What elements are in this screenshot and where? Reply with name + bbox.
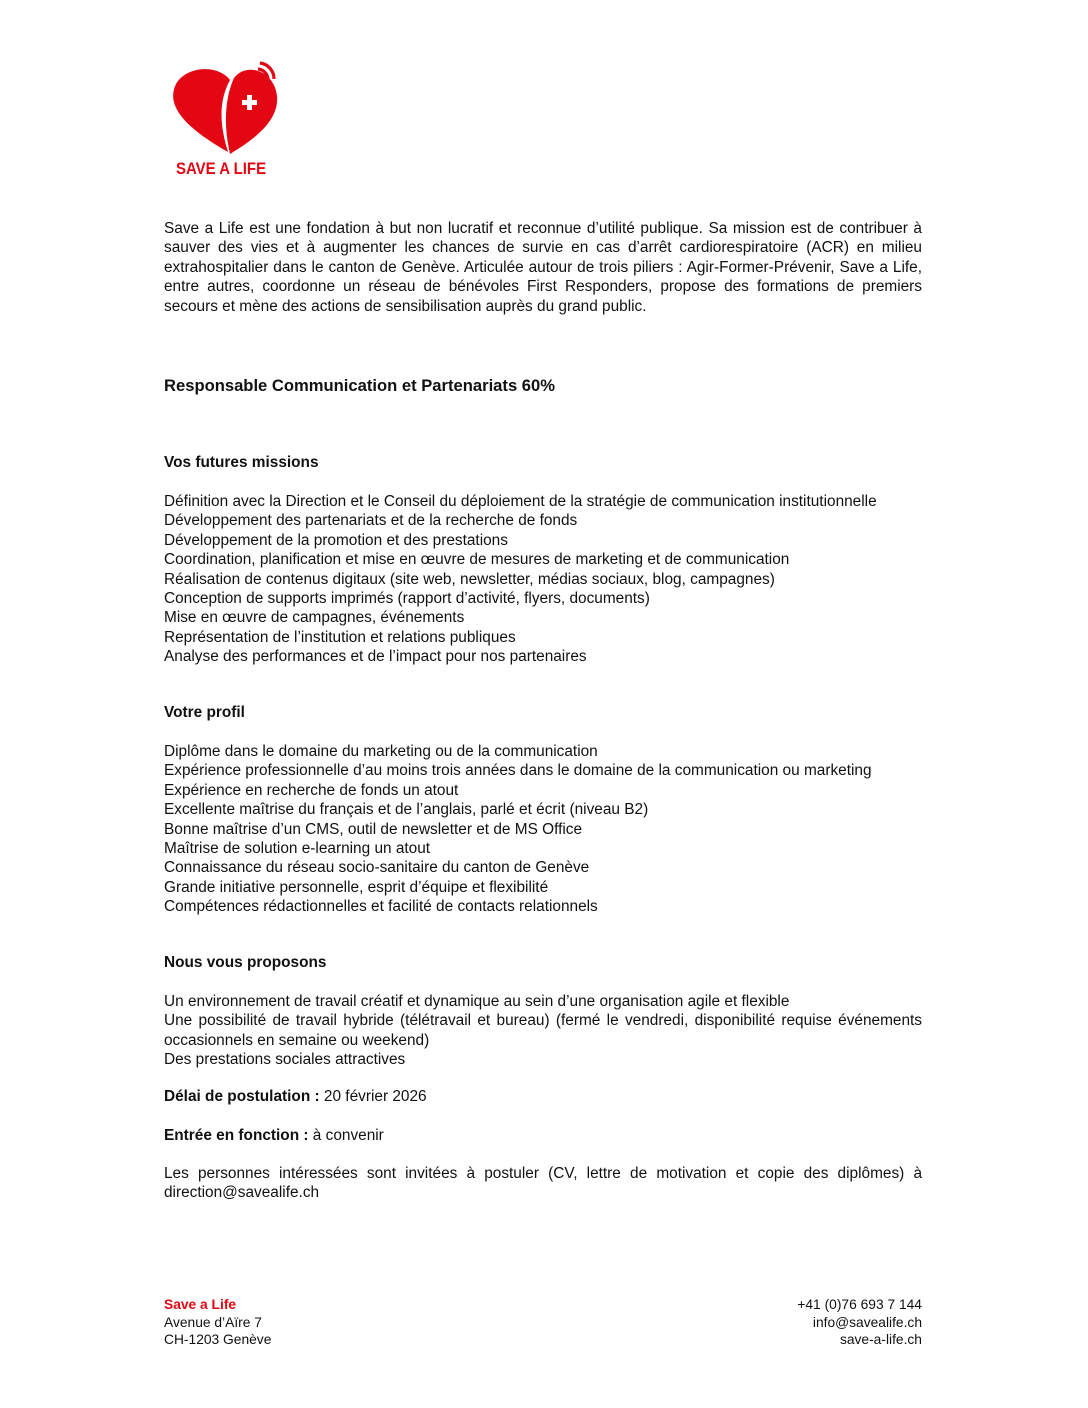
- list-item: Des prestations sociales attractives: [164, 1051, 406, 1069]
- footer-website[interactable]: save-a-life.ch: [839, 1332, 922, 1348]
- list-item: Définition avec la Direction et le Conseil du déploiement de la stratégie de communication institutionnelle: [164, 493, 877, 510]
- offer-title: Nous vous proposons: [164, 954, 327, 971]
- list-item: Représentation de l’institution et relations publiques: [164, 628, 516, 646]
- save-a-life-logo: [168, 56, 286, 186]
- footer-phone: +41 (0)76 693 7 144: [797, 1297, 922, 1312]
- list-item: Compétences rédactionnelles et facilité de contacts relationnels: [164, 898, 598, 916]
- start-value: à convenir: [308, 1127, 384, 1144]
- missions-title: Vos futures missions: [164, 454, 319, 471]
- start-label: Entrée en fonction :: [164, 1127, 309, 1144]
- start-date: [164, 1127, 384, 1145]
- footer-address-line1: Avenue d’Aïre 7: [164, 1314, 262, 1330]
- list-item: Développement des partenariats et de la recherche de fonds: [164, 512, 578, 530]
- footer-contact: [797, 1296, 922, 1349]
- list-item: Conception de supports imprimés (rapport d’activité, flyers, documents): [164, 590, 650, 608]
- job-title: Responsable Communication et Partenariats 60%: [164, 376, 555, 395]
- list-item: Diplôme dans le domaine du marketing ou de la communication: [164, 743, 598, 760]
- logo-text: SAVE A LIFE: [176, 159, 267, 178]
- list-item: Développement de la promotion et des prestations: [164, 531, 508, 549]
- missions-list: [164, 492, 934, 667]
- deadline-value: 20 février 2026: [319, 1088, 427, 1105]
- list-item: Analyse des performances et de l’impact pour nos partenaires: [164, 648, 587, 666]
- offer-list: [164, 992, 934, 1070]
- list-item: Mise en œuvre de campagnes, événements: [164, 609, 465, 627]
- list-item: Expérience en recherche de fonds un atout: [164, 781, 459, 799]
- heart-cross-signal-icon: [168, 56, 286, 156]
- apply-paragraph: Les personnes intéressées sont invitées à postuler (CV, lettre de motivation et copie des diplômes) à direction@savealife.ch: [164, 1165, 922, 1202]
- profile-title: Votre profil: [164, 704, 245, 721]
- list-item: Bonne maîtrise d’un CMS, outil de newsletter et de MS Office: [164, 820, 583, 838]
- footer-address: [164, 1296, 271, 1349]
- list-item: Expérience professionnelle d’au moins trois années dans le domaine de la communication ou marketing: [164, 762, 872, 780]
- list-item: Excellente maîtrise du français et de l’anglais, parlé et écrit (niveau B2): [164, 801, 649, 819]
- footer-address-line2: CH-1203 Genève: [164, 1332, 272, 1348]
- application-deadline: [164, 1088, 427, 1106]
- list-item: Connaissance du réseau socio-sanitaire du canton de Genève: [164, 859, 590, 877]
- list-item: Un environnement de travail créatif et dynamique au sein d’une organisation agile et flexible: [164, 993, 790, 1010]
- list-item: Maîtrise de solution e-learning un atout: [164, 840, 431, 858]
- list-item: Coordination, planification et mise en œuvre de mesures de marketing et de communication: [164, 551, 790, 569]
- footer-org-name: Save a Life: [164, 1297, 237, 1312]
- intro-paragraph: Save a Life est une fondation à but non lucratif et reconnue d’utilité publique. Sa mission est de contribuer à sauver des vies et à augmenter les chances de survie en cas d’arrêt cardiorespiratoire (ACR) en milieu extrahospitalier dans le canton de Genève. Articulée autour de trois piliers : Agir-Former-Prévenir, Save a Life, entre autres, coordonne un réseau de bénévoles First Responders, propose des formations de premiers secours et mène des actions de sensibilisation auprès du grand public.: [164, 220, 922, 315]
- list-item: Une possibilité de travail hybride (télétravail et bureau) (fermé le vendredi, disponibilité requise événements occasionnels en semaine ou weekend): [164, 1012, 922, 1049]
- deadline-label: Délai de postulation :: [164, 1088, 320, 1105]
- list-item: Grande initiative personnelle, esprit d’équipe et flexibilité: [164, 878, 549, 896]
- footer-email[interactable]: info@savealife.ch: [812, 1314, 922, 1330]
- list-item: Réalisation de contenus digitaux (site web, newsletter, médias sociaux, blog, campagnes): [164, 570, 775, 588]
- profile-list: [164, 742, 934, 917]
